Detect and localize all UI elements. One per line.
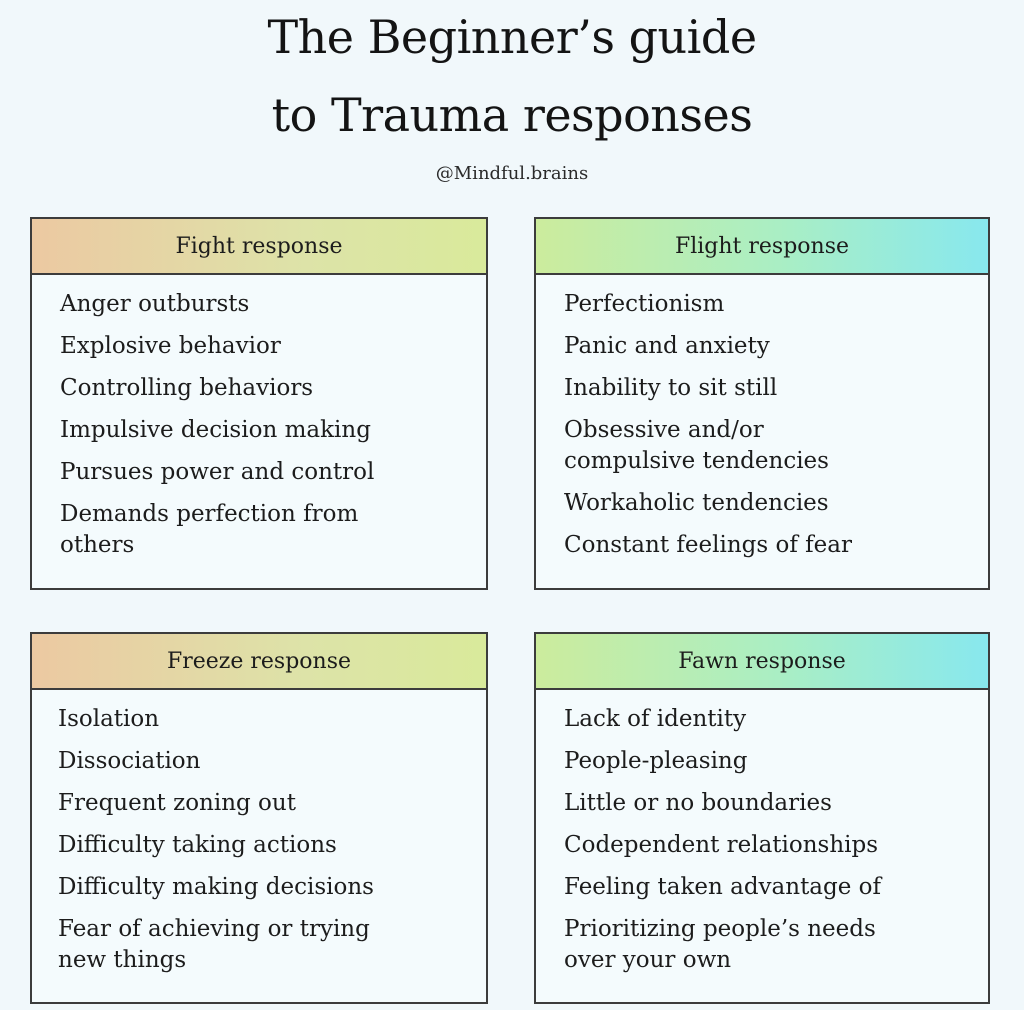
list-item: Fear of achieving or trying new things xyxy=(58,916,370,973)
list-item: Inability to sit still xyxy=(564,375,778,401)
list-item: Frequent zoning out xyxy=(58,790,296,816)
card-list xyxy=(32,690,486,976)
card-title: Freeze response xyxy=(32,634,486,690)
list-item: Codependent relationships xyxy=(564,832,879,858)
author-handle: @Mindful.brains xyxy=(435,163,589,184)
list-item: Pursues power and control xyxy=(60,459,375,485)
list-item: Panic and anxiety xyxy=(564,333,770,359)
list-item: Little or no boundaries xyxy=(564,790,832,816)
card-list xyxy=(536,690,988,976)
list-item: Constant feelings of fear xyxy=(564,532,852,558)
list-item: Perfectionism xyxy=(564,291,725,317)
card-title: Fight response xyxy=(32,219,486,275)
card-title: Flight response xyxy=(536,219,988,275)
fawn-response-card xyxy=(534,632,990,1004)
list-item: Dissociation xyxy=(58,748,201,774)
page-title-line-1: The Beginner’s guide xyxy=(267,10,757,64)
list-item: Explosive behavior xyxy=(60,333,281,359)
list-item: Lack of identity xyxy=(564,706,747,732)
list-item: Impulsive decision making xyxy=(60,417,371,443)
card-title: Fawn response xyxy=(536,634,988,690)
card-list xyxy=(536,275,988,561)
fight-response-card xyxy=(30,217,488,590)
list-item: Difficulty taking actions xyxy=(58,832,337,858)
list-item: Prioritizing people’s needs over your own xyxy=(564,916,876,973)
list-item: People-pleasing xyxy=(564,748,748,774)
list-item: Workaholic tendencies xyxy=(564,490,829,516)
flight-response-card xyxy=(534,217,990,590)
list-item: Difficulty making decisions xyxy=(58,874,374,900)
list-item: Anger outbursts xyxy=(60,291,250,317)
page-title-line-2: to Trauma responses xyxy=(271,88,753,142)
list-item: Obsessive and/or compulsive tendencies xyxy=(564,417,829,474)
list-item: Feeling taken advantage of xyxy=(564,874,882,900)
card-list xyxy=(32,275,486,561)
list-item: Isolation xyxy=(58,706,160,732)
list-item: Demands perfection from others xyxy=(60,501,359,558)
list-item: Controlling behaviors xyxy=(60,375,314,401)
freeze-response-card xyxy=(30,632,488,1004)
